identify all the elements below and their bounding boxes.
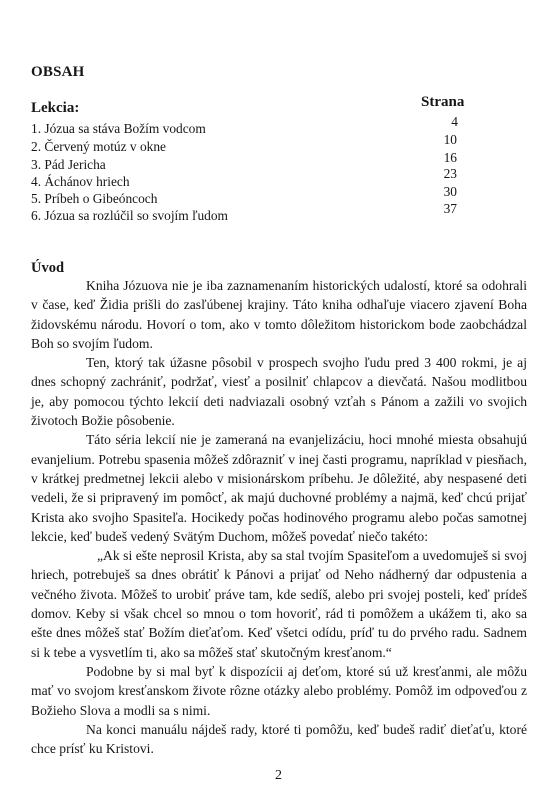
toc-page-4: 23 (443, 166, 457, 181)
toc-page-1: 4 (451, 114, 458, 129)
toc-item-3: 3. Pád Jericha (31, 157, 106, 172)
intro-paragraph-1: Kniha Józuova nie je iba zaznamenaním historických udalostí, ktoré sa odohrali v čase, keď Židia prišli do zasľúbenej krajiny. Táto kniha odhaľuje viacero zjavení Boha židovskému národu. Hovorí o tom, ako v tomto dôležitom historickom bode zaobchádzal Boh so svojím ľudom. (31, 278, 527, 351)
page-number: 2 (275, 768, 282, 783)
toc-item-5: 5. Príbeh o Gibeóncoch (31, 191, 158, 206)
toc-page-header: Strana (421, 94, 465, 110)
toc-page-5: 30 (443, 184, 457, 199)
toc-item-4: 4. Áchánov hriech (31, 174, 130, 189)
intro-paragraph-5: Podobne by si mal byť k dispozícii aj deťom, ktoré sú už kresťanmi, ale môžu mať vo svojom kresťanskom živote rôzne otázky alebo problémy. Pomôž im odpoveďou z Božieho Slova a modli sa s nimi. (31, 663, 527, 718)
toc-title: OBSAH (31, 64, 85, 80)
intro-paragraph-3: Táto séria lekcií nie je zameraná na evanjelizáciu, hoci mnohé miesta obsahujú evanjelium. Potrebu spasenia môžeš zdôrazniť v inej časti programu, napríklad v piesňach, v krátkej predmetnej lekcii alebo v misionárskom príbehu. Je dôležité, aby nespasené deti vedeli, že si pripravený im pomôcť, ak majú duchovné problémy a najmä, keď chcú prijať Krista ako svojho Spasiteľa. Hocikedy počas hodinového programu alebo počas samotnej lekcie, keď budeš vedený Svätým Duchom, môžeš povedať niečo takéto: (31, 432, 527, 544)
intro-quote: „Ak si ešte neprosil Krista, aby sa stal tvojím Spasiteľom a uvedomuješ si svoj hriech, potrebuješ sa dnes obrátiť k Pánovi a prijať od Neho nádherný dar odpustenia a večného života. Môžeš to urobiť práve tam, kde sedíš, alebo pri svojej posteli, keď prídeš domov. Keby si však chcel so mnou o tom hovoriť, rád ti pomôžem a ukážem ti, ako sa ešte dnes môžeš stať Božím dieťaťom. Keď všetci odídu, príď tu do prvého radu. Sadnem si k tebe a vysvetlím ti, ako sa môžeš stať skutočným kresťanom.“ (31, 548, 527, 660)
toc-lesson-header: Lekcia: (31, 100, 80, 116)
toc-page-2: 10 (443, 132, 457, 147)
toc-item-2: 2. Červený motúz v okne (31, 139, 166, 154)
toc-item-6: 6. Józua sa rozlúčil so svojím ľudom (31, 208, 228, 223)
toc-page-6: 37 (443, 201, 457, 216)
intro-body (31, 276, 527, 758)
intro-title: Úvod (31, 260, 65, 276)
toc-item-1: 1. Józua sa stáva Božím vodcom (31, 121, 206, 136)
intro-paragraph-6: Na konci manuálu nájdeš rady, ktoré ti pomôžu, keď budeš radiť dieťaťu, ktoré chce prísť ku Kristovi. (31, 721, 527, 757)
intro-paragraph-2: Ten, ktorý tak úžasne pôsobil v prospech svojho ľudu pred 3 400 rokmi, je aj dnes schopný zachrániť, podržať, viesť a posilniť chlapcov a dievčatá. Našou modlitbou je, aby pomocou týchto lekcií deti nadviazali osobný vzťah s Pánom a zažili vo svojich životoch Božie pôsobenie. (31, 355, 527, 429)
toc-page-3: 16 (443, 150, 457, 165)
